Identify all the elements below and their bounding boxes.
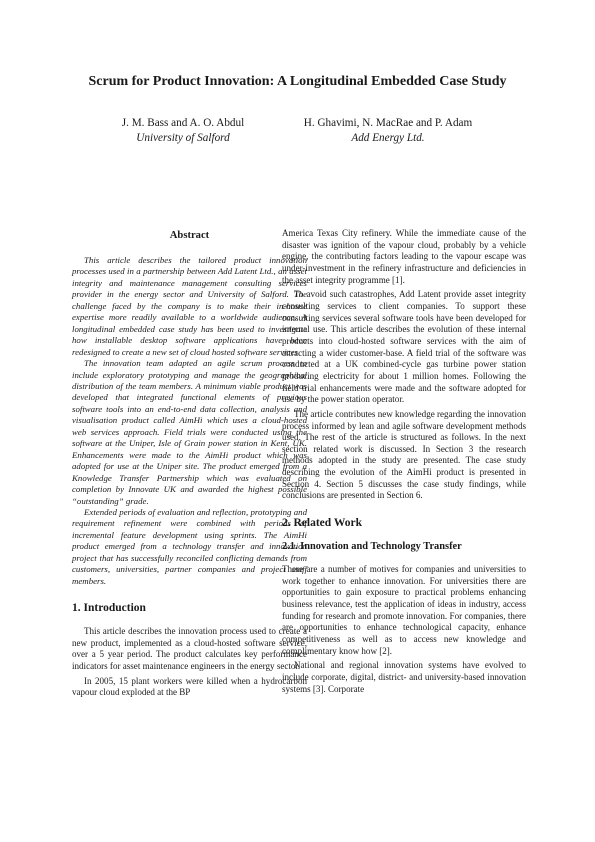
body-paragraph: National and regional innovation systems have evolved to include corporate, digital, district- and university-based innovation systems [3]. Corporate	[282, 660, 526, 694]
abstract-paragraph: This article describes the tailored product innovation processes used in a partnership between Add Latent Ltd., an asset integrity and maintenance management consulting services provider in the energy sector and University of Salford. The challenge faced by the company is to make their in-house expertise more readily available to a worldwide audience. A longitudinal embedded case study has been used to investigate how installable desktop software applications have been redesigned to create a new set of cloud hosted software services.	[72, 255, 307, 357]
section-heading-introduction: 1. Introduction	[72, 602, 146, 615]
paper-title: Scrum for Product Innovation: A Longitudinal Embedded Case Study	[88, 74, 507, 89]
body-paragraph: The article contributes new knowledge regarding the innovation process informed by lean and agile software development methods used. The rest of the article is structured as follows. In the next section related work is discussed. In Section 3 the research methods adopted in the study are presented. The case study describing the evolution of the AimHi product is presented in Section 4. Section 5 discusses the case study findings, while conclusions are presented in Section 6.	[282, 408, 526, 501]
right-column	[282, 228, 526, 695]
author-names: J. M. Bass and A. O. Abdul	[121, 117, 245, 129]
abstract-paragraph: Extended periods of evaluation and reflection, prototyping and requirement refinement were combined with periods of incremental feature development using sprints. The AimHi product emerged from a technology transfer and innovation project that has successfully reconciled conflicting demands from customers, universities, partner companies and project staff members.	[72, 506, 307, 586]
body-paragraph: In 2005, 15 plant workers were killed when a hydrocarbon vapour cloud exploded at the BP	[72, 675, 307, 698]
section-heading-related-work: 2. Related Work	[282, 517, 362, 530]
author-affiliation: University of Salford	[136, 132, 230, 144]
author-names: H. Ghavimi, N. MacRae and P. Adam	[303, 117, 473, 129]
body-paragraph: America Texas City refinery. While the immediate cause of the disaster was ignition of the vapour cloud, probably by a vehicle engine, the contributing factors leading to the vapour escape was under-investment in the refinery infrastructure and deficiencies in the asset integrity programme [1].	[282, 228, 526, 285]
body-paragraph: There are a number of motives for companies and universities to work together to enhance innovation. For universities there are opportunities to gain exposure to practical problems enhancing business relevance, test the application of ideas in industry, access funding for research and promote innovation. For companies, there are opportunities to enhance technological capacity, enhance competitiveness as well as to access new knowledge and complimentary know how [2].	[282, 564, 526, 656]
body-paragraph: To avoid such catastrophes, Add Latent provide asset integrity consulting services to client companies. To support these consulting services several software tools have been developed for internal use. This article describes the evolution of these internal products into cloud-hosted software services with the aim of attracting a wider customer-base. A field trial of the software was conducted at a UK combined-cycle gas turbine power station producing electricity for about 1 million homes. Following the field trial enhancements were made and the software adopted for use by the power station operator.	[282, 289, 526, 405]
left-column	[72, 228, 307, 699]
body-paragraph: This article describes the innovation process used to create a new product, implemented as a cloud-hosted software service, over a 5 year period. The product calculates key performance indicators for asset maintenance engineers in the energy sector.	[72, 626, 307, 672]
abstract-paragraph: The innovation team adapted an agile scrum process to include exploratory prototyping and manage the geographical distribution of the team members. A minimum viable product was developed that integrated functional elements of previous software tools into an end-to-end data collection, analysis and visualisation product called AimHi which uses a cloud-hosted web services approach. Field trials were conducted using the software at the Uniper, Isle of Grain power station in Kent, UK. Enhancements were made to the AimHi product which was adopted for use at the Uniper site. The product emerged from a Knowledge Transfer Partnership which was evaluated on completion by Innovate UK and awarded the highest possible “outstanding” grade.	[72, 358, 307, 506]
author-affiliation: Add Energy Ltd.	[351, 132, 425, 144]
author-block-2	[258, 116, 518, 146]
abstract-heading: Abstract	[169, 230, 210, 241]
subsection-heading-innovation: 2.1. Innovation and Technology Transfer	[282, 541, 462, 553]
